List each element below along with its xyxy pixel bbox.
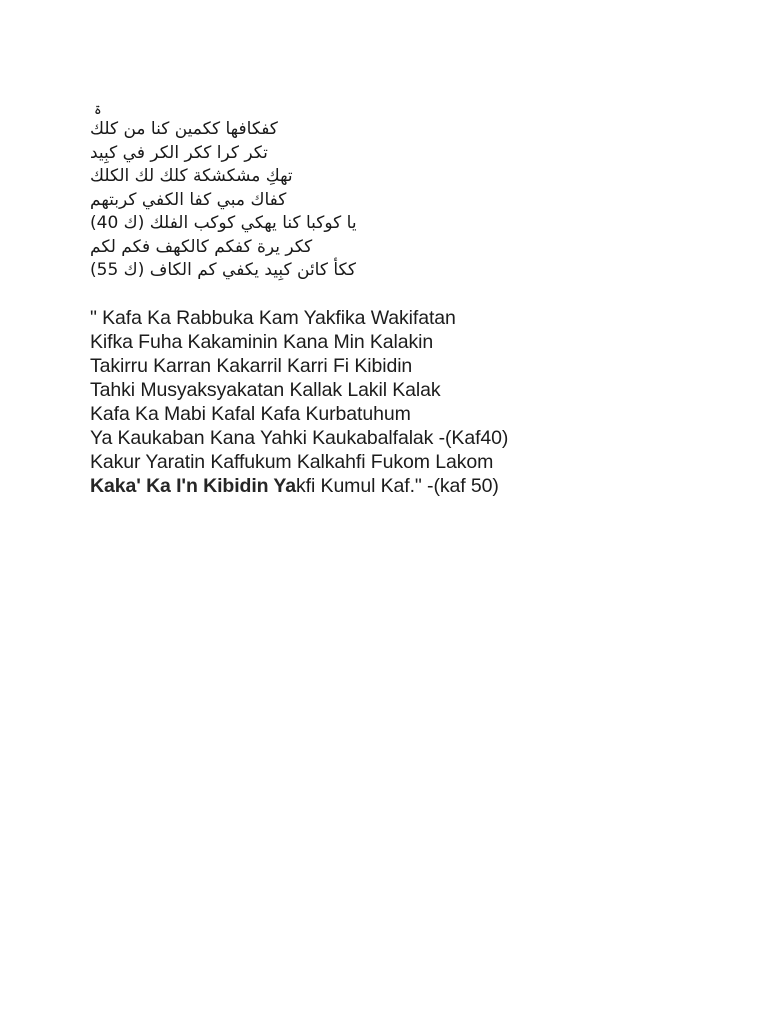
transliteration-line-6: Ya Kaukaban Kana Yahki Kaukabalfalak -(Kaf40): [90, 427, 509, 449]
transliteration-line-4: Tahki Musyaksyakatan Kallak Lakil Kalak: [90, 379, 441, 401]
transliteration-line-8-rest: kfi Kumul Kaf." -(kaf 50): [296, 475, 499, 497]
transliteration-line-8-bold: Kaka' Ka I'n Kibidin Ya: [90, 475, 297, 497]
arabic-verse-line-2: تكر كرا ككر الكر في كبِيد: [90, 142, 268, 163]
transliteration-line-3: Takirru Karran Kakarril Karri Fi Kibidin: [90, 355, 413, 377]
arabic-verse-block: [90, 104, 380, 283]
transliteration-line-8: [90, 474, 730, 498]
arabic-verse-mark: ۃ: [94, 103, 102, 118]
arabic-verse-line-3: تهكِ مشكشكة كلك لك الكلك: [90, 166, 293, 186]
arabic-verse-line-7: ككأ كائن كبِيد يكفي كم الكاف (ك 55): [90, 260, 357, 280]
arabic-verse-line-5: يا كوكبا كنا يهكي كوكب الفلك (ك 40): [90, 213, 357, 233]
arabic-verse-line-6: ككر يرة كفكم كالكهف فكم لكم: [90, 236, 313, 257]
transliteration-block: [90, 306, 730, 498]
transliteration-line-5: Kafa Ka Mabi Kafal Kafa Kurbatuhum: [90, 403, 411, 425]
transliteration-line-7: Kakur Yaratin Kaffukum Kalkahfi Fukom Lakom: [90, 451, 494, 473]
arabic-verse-line-4: كفاك مبي كفا الكفي كربتهم: [90, 189, 287, 210]
transliteration-line-2: Kifka Fuha Kakaminin Kana Min Kalakin: [90, 331, 434, 353]
arabic-verse-line-1: كفكافها ككمين كنا من كلك: [90, 119, 278, 139]
transliteration-line-1: " Kafa Ka Rabbuka Kam Yakfika Wakifatan: [90, 307, 456, 329]
